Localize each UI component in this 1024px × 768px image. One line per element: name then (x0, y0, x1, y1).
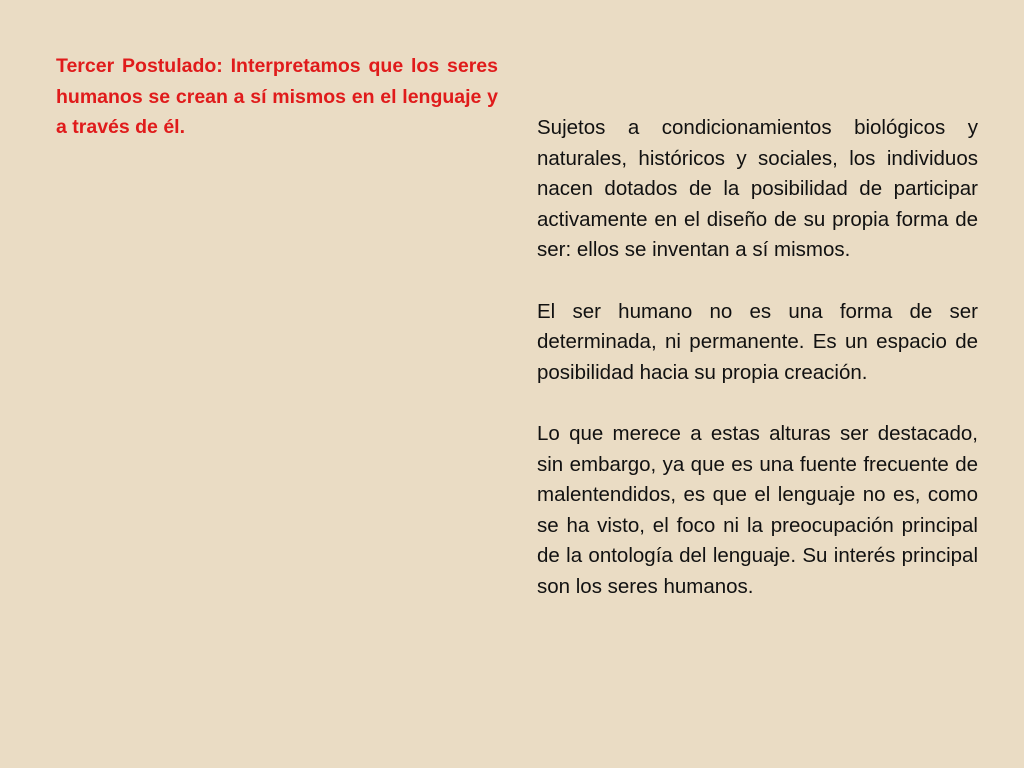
postulate-title: Tercer Postulado: Interpretamos que los seres humanos se crean a sí mismos en el lenguaje y a través de él. (56, 55, 498, 138)
paragraph-ontology-focus: Lo que merece a estas alturas ser destacado, sin embargo, ya que es una fuente frecuente de malentendidos, es que el lenguaje no es, como se ha visto, el foco ni la preocupación principal de la ontología del lenguaje. Su interés principal son los seres humanos. (537, 421, 978, 598)
body-text (537, 113, 978, 603)
paragraph-conditioning: Sujetos a condicionamientos biológicos y naturales, históricos y sociales, los individuos nacen dotados de la posibilidad de participar activamente en el diseño de su propia forma de ser: ellos se inventan a sí mismos. (537, 116, 978, 262)
paragraph-possibility-space: El ser humano no es una forma de ser determinada, ni permanente. Es un espacio de posibilidad hacia su propia creación. (537, 299, 978, 384)
